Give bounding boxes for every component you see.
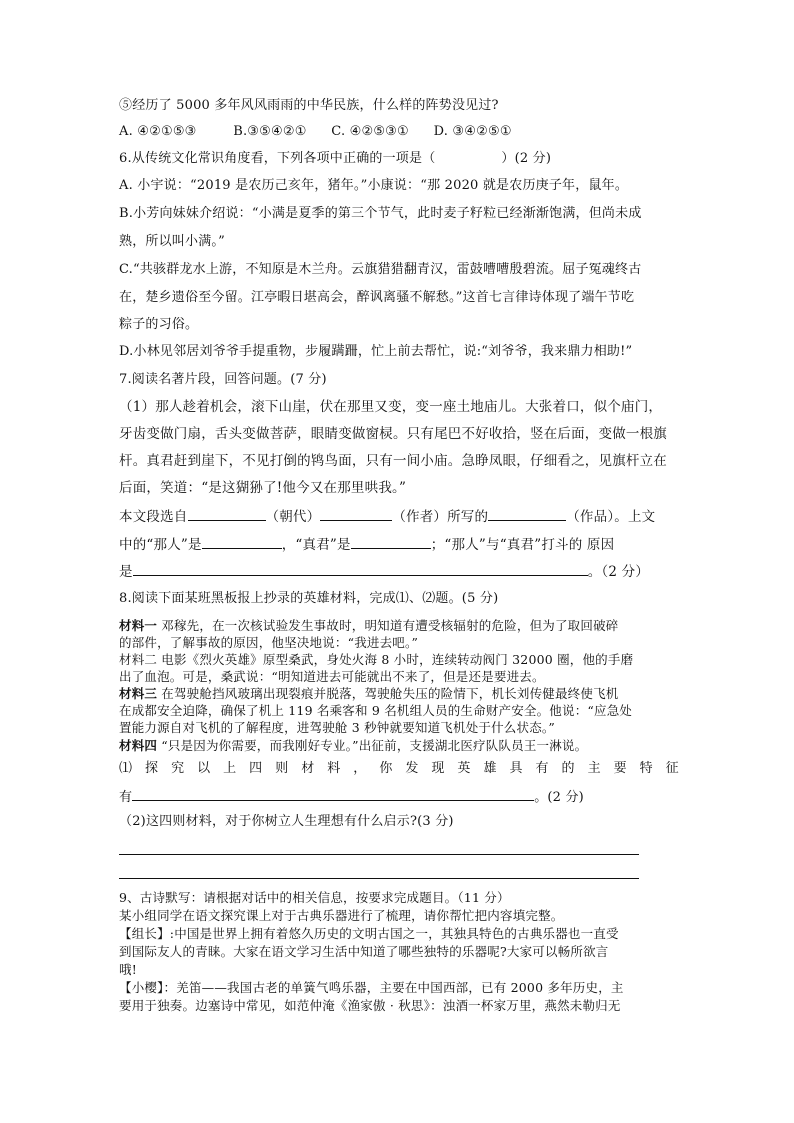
q8-material3-line1 (119, 685, 618, 702)
q5-option-a[interactable]: A. ④②①⑤③ (119, 124, 197, 139)
q9-leader-line3: 哦! (119, 962, 137, 977)
q7-fill-text: 是 (119, 564, 133, 580)
q7-fill-line1 (119, 507, 655, 526)
q8-sub1-justified-text (119, 760, 679, 778)
q7-fill-line2 (119, 535, 614, 554)
q9-xiaoying-line2: 要用于独奏。边塞诗中常见，如范仲淹《渔家傲 · 秋思》：浊酒一杯家万里，燕然未勒归无 (119, 998, 621, 1013)
q8-sub1-char: 探 (145, 761, 159, 776)
q8-sub1-char: 材 (301, 761, 315, 776)
q8-material4-line1 (119, 737, 587, 754)
author-blank[interactable] (320, 507, 392, 521)
q8-sub1-char: 你 (379, 761, 393, 776)
q8-sub1-question (119, 760, 679, 778)
q6-stem (119, 150, 551, 168)
q7-fill-text: ，“真君”是 (281, 537, 351, 553)
q8-sub2-question: （2)这四则材料，对于你树立人生理想有什么启示?(3 分) (119, 814, 454, 829)
answer-line-2[interactable] (119, 878, 639, 879)
q9-leader-line1: 【组长】:中国是世界上拥有着悠久历史的文明古国之一，其独具特色的古典乐器也一直受 (119, 926, 619, 941)
q8-sub1-text: 有 (119, 790, 133, 805)
q8-sub1-char: 究 (171, 761, 185, 776)
q8-sub1-char: 雄 (483, 761, 497, 776)
q7-fill-text: 中的“那人”是 (119, 537, 202, 553)
q8-sub1-char: 具 (509, 761, 523, 776)
naren-blank[interactable] (202, 535, 282, 549)
q5-option-d[interactable]: D. ③④②⑤① (433, 124, 512, 139)
answer-line-1[interactable] (119, 854, 639, 855)
q8-title: 8.阅读下面某班黑板报上抄录的英雄材料，完成⑴、⑵题。(5 分) (119, 591, 499, 606)
q7-fill-text: （朝代） (265, 509, 321, 525)
q7-passage-line3: 杆。真君赶到崖下，不见打倒的鸨鸟面，只有一间小庙。急睁凤眼，仔细看之，见旗杆立在 (119, 453, 667, 469)
q6-option-c-line3: 粽子的习俗。 (119, 317, 199, 332)
material-label: 材料三 (119, 686, 158, 701)
hero-traits-blank[interactable] (132, 787, 534, 801)
q8-material1-line1 (119, 617, 618, 634)
q8-sub1-answer-line (119, 787, 584, 807)
q8-sub1-points: 。(2 分) (534, 790, 584, 805)
zhenjun-blank[interactable] (351, 535, 431, 549)
material-label: 材料一 (119, 618, 158, 633)
q6-option-a: A. 小宇说：“2019 是农历己亥年，猪年。”小康说：“那 2020 就是农历庚子年，鼠年。 (119, 178, 629, 193)
q6-stem-points: ）(2 分) (501, 151, 552, 166)
q8-sub1-char: 料 (327, 761, 341, 776)
q6-option-b-line2: 熟，所以叫小满。” (119, 234, 225, 249)
q6-option-c-line2: 在，楚乡遗俗至今留。江亭暇日堪高会，醉讽离骚不解愁。”这首七言律诗体现了端午节吃 (119, 290, 635, 305)
q8-sub1-char: ， (353, 761, 367, 776)
q9-intro: 某小组同学在语文探究课上对于古典乐器进行了梳理，请你帮忙把内容填完整。 (119, 908, 564, 923)
q8-sub1-char: 的 (561, 761, 575, 776)
q8-sub1-char: 主 (587, 761, 601, 776)
q8-sub1-char: 上 (223, 761, 237, 776)
q9-leader-line2: 到国际友人的青睐。大家在语文学习生活中知道了哪些独特的乐器呢?大家可以畅所欲言 (119, 944, 609, 959)
q9-xiaoying-line1: 【小樱】：羌笛——我国古老的单簧气鸣乐器，主要在中国西部，已有 2000 多年历史，主 (119, 980, 624, 995)
q7-passage-line2: 牙齿变做门扇，舌头变做菩萨，眼睛变做窗棂。只有尾巴不好收拾，竖在后面，变做一根旗 (119, 426, 667, 442)
q8-sub1-char: 特 (639, 761, 653, 776)
material-text: 在驾驶舱挡风玻璃出现裂痕并脱落，驾驶舱失压的险情下，机长刘传健最终使飞机 (157, 686, 619, 701)
q7-fill-text: ；“那人”与“真君”打斗的 原因 (430, 537, 615, 553)
q8-sub1-char: 以 (197, 761, 211, 776)
reason-blank[interactable] (133, 562, 588, 576)
q7-fill-text: 本文段选自 (119, 509, 188, 525)
q8-material2-line1: 材料二 电影《烈火英雄》原型桑武，身处火海 8 小时，连续转动阀门 32000 圈，他的手磨 (119, 652, 634, 667)
material-label: 材料四 (119, 738, 158, 753)
q7-fill-text: （作者）所写的 (392, 509, 489, 525)
q7-passage-line4: 后面，笑道：“是这猢狲了!他今又在那里哄我。” (119, 480, 407, 496)
q9-title: 9、古诗默写：请根据对话中的相关信息，按要求完成题目。（11 分） (119, 890, 510, 905)
q8-material3-line3: 置能力源自对飞机的了解程度，进驾驶舱 3 秒钟就要知道飞机处于什么状态。” (119, 720, 555, 735)
q5-sentence-5: ⑤经历了 5000 多年风风雨雨的中华民族，什么样的阵势没见过? (119, 98, 499, 113)
q8-material2-line2: 出了血泡。可是，桑武说：“明知道进去可能就出不来了，但是还是要进去。 (119, 669, 545, 684)
q6-option-d: D.小林见邻居刘爷爷手提重物，步履蹒跚，忙上前去帮忙，说:“刘爷爷，我来鼎力相助!” (119, 344, 633, 359)
q8-material1-line2: 的部件，了解事故的原因，他坚决地说：“我进去吧。” (119, 635, 419, 650)
q7-title: 7.阅读名著片段，回答问题。(7 分) (119, 372, 327, 387)
q8-sub1-char: ⑴ (119, 761, 133, 776)
q8-sub1-char: 四 (249, 761, 263, 776)
q8-sub1-char: 有 (535, 761, 549, 776)
dynasty-blank[interactable] (188, 507, 266, 521)
material-text: 邓稼先，在一次核试验发生事故时，明知道有遭受核辐射的危险，但为了取回破碎 (157, 618, 619, 633)
q8-material3-line2: 在成都安全迫降，确保了机上 119 名乘客和 9 名机组人员的生命财产安全。他说：“应急处 (119, 703, 633, 718)
work-blank[interactable] (488, 507, 566, 521)
q6-option-c-line1: C.“共骇群龙水上游，不知原是木兰舟。云旗猎猎翻青汉，雷鼓嘈嘈殷碧流。屈子冤魂终古 (119, 262, 642, 277)
q8-sub1-char: 征 (665, 761, 679, 776)
q5-option-c[interactable]: C. ④②⑤③① (331, 124, 409, 139)
q8-sub1-char: 英 (457, 761, 471, 776)
q8-sub1-char: 发 (405, 761, 419, 776)
q8-sub1-char: 则 (275, 761, 289, 776)
q5-options (119, 123, 512, 141)
material-text: “只是因为你需要，而我刚好专业。”出征前，支援湖北医疗队队员王一淋说。 (157, 738, 588, 753)
q7-fill-line3 (119, 562, 649, 581)
q8-sub1-char: 要 (613, 761, 627, 776)
q6-stem-text: 6.从传统文化常识角度看，下列各项中正确的一项是（ (119, 151, 436, 166)
q7-passage-line1: （1）那人趁着机会，滚下山崖，伏在那里又变，变一座土地庙儿。大张着口，似个庙门， (119, 399, 663, 415)
q7-fill-text: （作品）。上文 (566, 509, 656, 525)
q5-option-b[interactable]: B.③⑤④②① (233, 124, 307, 139)
q7-fill-text: 。（2 分） (587, 564, 650, 580)
q6-option-b-line1: B.小芳向妹妹介绍说：“小满是夏季的第三个节气，此时麦子籽粒已经渐渐饱满，但尚未成 (119, 206, 642, 221)
q8-sub1-char: 现 (431, 761, 445, 776)
